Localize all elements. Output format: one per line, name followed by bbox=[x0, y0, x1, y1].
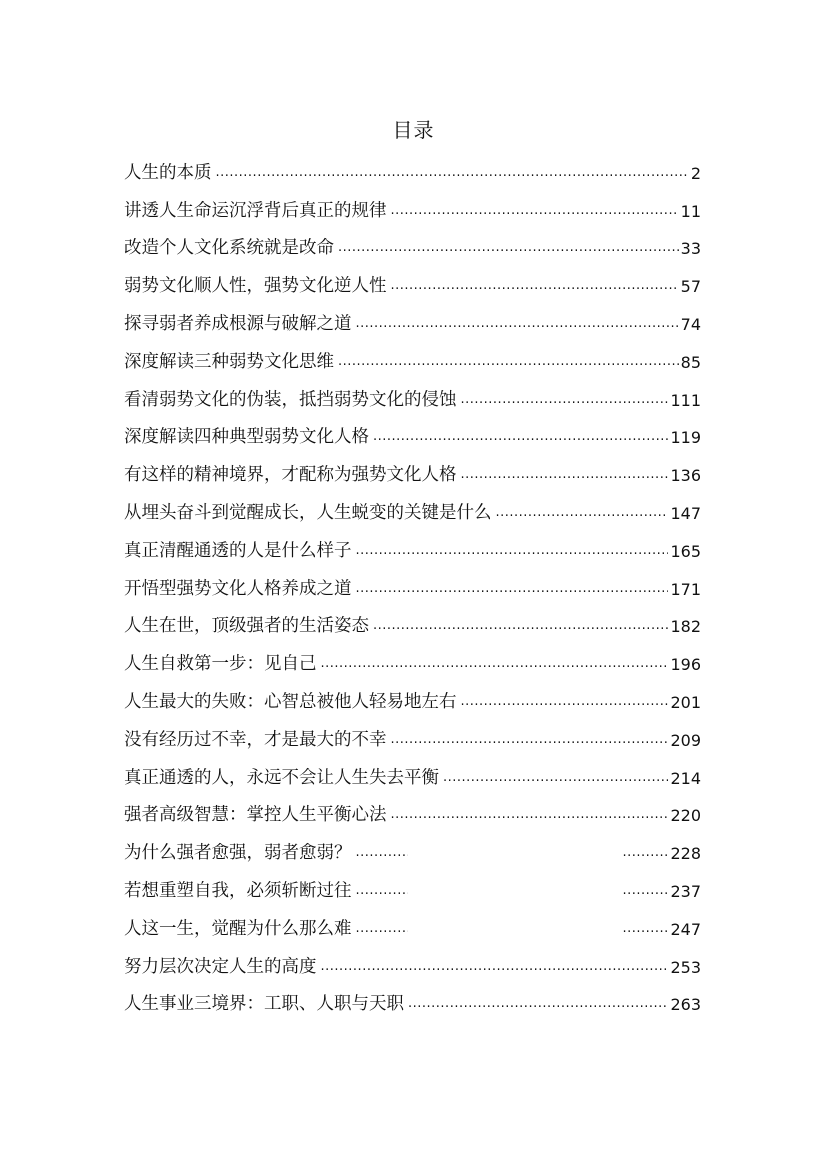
dot-leader bbox=[443, 771, 668, 784]
toc-entry-title: 从埋头奋斗到觉醒成长，人生蜕变的关键是什么 bbox=[124, 502, 492, 523]
toc-entry[interactable] bbox=[124, 826, 701, 864]
toc-entry-page: 253 bbox=[670, 957, 701, 977]
toc-entry-page: 263 bbox=[670, 995, 701, 1015]
dot-leader bbox=[622, 846, 668, 859]
dot-leader bbox=[496, 506, 669, 519]
toc-entry-title: 人生最大的失败：心智总被他人轻易地左右 bbox=[124, 691, 457, 712]
toc-entry[interactable] bbox=[124, 146, 701, 184]
toc-entry[interactable] bbox=[124, 637, 701, 675]
toc-entry-page: 237 bbox=[670, 881, 701, 901]
dot-leader bbox=[461, 393, 669, 406]
toc-entry-page: 165 bbox=[670, 541, 701, 561]
dot-leader bbox=[321, 657, 669, 670]
dot-leader bbox=[356, 922, 408, 935]
toc-entry-title: 深度解读三种弱势文化思维 bbox=[124, 351, 334, 372]
toc-entry-title: 探寻弱者养成根源与破解之道 bbox=[124, 313, 352, 334]
toc-entry-title: 开悟型强势文化人格养成之道 bbox=[124, 578, 352, 599]
toc-entry-page: 2 bbox=[690, 163, 701, 183]
toc-entry-title: 强者高级智慧：掌控人生平衡心法 bbox=[124, 805, 387, 826]
dot-leader bbox=[338, 241, 679, 254]
toc-entry-page: 209 bbox=[670, 730, 701, 750]
toc-entry[interactable] bbox=[124, 222, 701, 260]
toc-entry-title: 人生自救第一步：见自己 bbox=[124, 654, 317, 675]
toc-entry-title: 真正清醒通透的人是什么样子 bbox=[124, 540, 352, 561]
toc-entry[interactable] bbox=[124, 184, 701, 222]
toc-entry[interactable] bbox=[124, 411, 701, 449]
toc-entry-page: 182 bbox=[670, 617, 701, 637]
toc-entry-page: 147 bbox=[670, 503, 701, 523]
dot-leader bbox=[356, 317, 679, 330]
toc-entry-title: 人这一生，觉醒为什么那么难 bbox=[124, 918, 352, 939]
dot-leader bbox=[338, 355, 679, 368]
toc-entry-page: 201 bbox=[670, 692, 701, 712]
toc-entry-title: 看清弱势文化的伪装，抵挡弱势文化的侵蚀 bbox=[124, 389, 457, 410]
toc-entry-page: 57 bbox=[680, 277, 701, 297]
dot-leader bbox=[356, 846, 408, 859]
toc-entry[interactable] bbox=[124, 335, 701, 373]
toc-entry-title: 弱势文化顺人性，强势文化逆人性 bbox=[124, 276, 387, 297]
toc-entry-page: 74 bbox=[680, 314, 701, 334]
dot-leader bbox=[321, 960, 669, 973]
toc-entry-page: 119 bbox=[670, 428, 701, 448]
dot-leader bbox=[622, 884, 668, 897]
toc-entry-title: 深度解读四种典型弱势文化人格 bbox=[124, 427, 369, 448]
toc-entry[interactable] bbox=[124, 940, 701, 978]
toc-entry-title: 讲透人生命运沉浮背后真正的规律 bbox=[124, 200, 387, 221]
toc-entry[interactable] bbox=[124, 524, 701, 562]
toc-entry-title: 人生的本质 bbox=[124, 162, 212, 183]
toc-entry-page: 33 bbox=[680, 239, 701, 259]
toc-entry-title: 努力层次决定人生的高度 bbox=[124, 956, 317, 977]
dot-leader bbox=[391, 204, 679, 217]
toc-entry-title: 没有经历过不幸，才是最大的不幸 bbox=[124, 729, 387, 750]
toc-entry-page: 136 bbox=[670, 466, 701, 486]
toc-entry[interactable] bbox=[124, 675, 701, 713]
dot-leader bbox=[356, 544, 669, 557]
toc-entry-title: 真正通透的人，永远不会让人生失去平衡 bbox=[124, 767, 439, 788]
toc-entry-title: 人生事业三境界：工职、人职与天职 bbox=[124, 994, 404, 1015]
toc-entry[interactable] bbox=[124, 902, 701, 940]
toc-entry[interactable] bbox=[124, 259, 701, 297]
toc-entry-page: 85 bbox=[680, 352, 701, 372]
toc-entry[interactable] bbox=[124, 978, 701, 1016]
toc-entry-page: 247 bbox=[670, 919, 701, 939]
dot-leader bbox=[356, 884, 408, 897]
dot-leader bbox=[373, 430, 668, 443]
dot-leader bbox=[391, 808, 669, 821]
toc-entry[interactable] bbox=[124, 600, 701, 638]
dot-leader bbox=[373, 619, 668, 632]
toc-entry[interactable] bbox=[124, 713, 701, 751]
toc-entry-title: 有这样的精神境界，才配称为强势文化人格 bbox=[124, 465, 457, 486]
dot-leader bbox=[391, 279, 679, 292]
toc-entry-title: 人生在世，顶级强者的生活姿态 bbox=[124, 616, 369, 637]
dot-leader bbox=[461, 468, 669, 481]
dot-leader bbox=[461, 695, 669, 708]
toc-entry[interactable] bbox=[124, 297, 701, 335]
dot-leader bbox=[216, 166, 689, 179]
toc-entry[interactable] bbox=[124, 789, 701, 827]
dot-leader bbox=[391, 733, 669, 746]
dot-leader bbox=[408, 997, 668, 1010]
dot-leader bbox=[356, 582, 669, 595]
toc-entry[interactable] bbox=[124, 373, 701, 411]
toc-entry-title: 为什么强者愈强，弱者愈弱？ bbox=[124, 843, 352, 864]
toc-entry[interactable] bbox=[124, 864, 701, 902]
toc-entry-page: 228 bbox=[670, 844, 701, 864]
table-of-contents bbox=[124, 146, 701, 1015]
toc-entry-page: 111 bbox=[670, 390, 701, 410]
toc-entry-title: 若想重塑自我，必须斩断过往 bbox=[124, 880, 352, 901]
toc-entry-page: 171 bbox=[670, 579, 701, 599]
dot-leader bbox=[622, 922, 668, 935]
toc-entry-page: 196 bbox=[670, 655, 701, 675]
toc-entry[interactable] bbox=[124, 448, 701, 486]
page-title: 目录 bbox=[392, 118, 435, 142]
toc-entry-page: 11 bbox=[680, 201, 701, 221]
toc-entry-page: 214 bbox=[670, 768, 701, 788]
toc-entry[interactable] bbox=[124, 486, 701, 524]
toc-entry[interactable] bbox=[124, 562, 701, 600]
toc-entry-page: 220 bbox=[670, 806, 701, 826]
toc-entry-title: 改造个人文化系统就是改命 bbox=[124, 238, 334, 259]
toc-entry[interactable] bbox=[124, 751, 701, 789]
